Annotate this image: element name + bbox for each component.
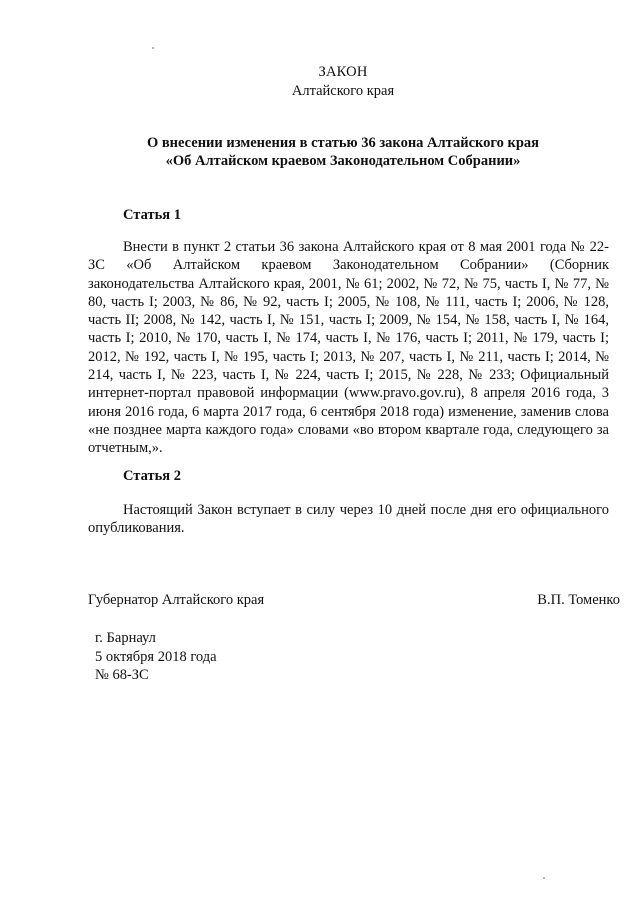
law-title-line-2: «Об Алтайском краевом Законодательном Собрании» xyxy=(165,153,521,169)
document-type: ЗАКОН xyxy=(318,64,368,80)
signing-place: г. Барнаул xyxy=(95,630,156,646)
signatory-position: Губернатор Алтайского края xyxy=(88,592,265,608)
signing-info xyxy=(95,629,217,685)
law-title-line-1: О внесении изменения в статью 36 закона Алтайского края xyxy=(146,135,540,151)
scan-speck xyxy=(543,877,545,879)
article-1-heading: Статья 1 xyxy=(123,207,181,223)
signatory-name: В.П. Томенко xyxy=(537,592,620,608)
law-number: № 68-ЗС xyxy=(95,667,149,683)
article-2-text: Настоящий Закон вступает в силу через 10 дней после дня его официального опубликования. xyxy=(88,502,609,537)
article-2-heading: Статья 2 xyxy=(123,468,181,484)
document-region: Алтайского края xyxy=(291,83,395,99)
scan-speck xyxy=(152,47,154,49)
signing-date: 5 октября 2018 года xyxy=(95,648,217,665)
article-1-text: Внести в пункт 2 статьи 36 закона Алтайского края от 8 мая 2001 года № 22-ЗС «Об Алтайском краевом Законодательном Собрании» (Сборник законодательства Алтайского края, 2001, № 61; 2002, № 72, № 75, часть I, № 77, № 80, часть I; 2003, № 86, № 92, часть I; 2005, № 108, № 111, часть I; 2006, № 128, часть II; 2008, № 142, часть I, № 151, часть I; 2009, № 154, № 158, часть I, № 164, часть I; 2010, № 170, часть I, № 174, часть I, № 176, часть I; 2011, № 179, часть I; 2012, № 192, часть I, № 195, часть I; 2013, № 207, часть I, № 211, часть I; 2014, № 214, часть I, № 223, часть I, № 224, часть I; 2015, № 228, № 233; Официальный интернет-портал правовой информации (www.pravo.gov.ru), 8 апреля 2016 года, 3 июня 2016 года, 6 марта 2017 года, 6 сентября 2018 года) изменение, заменив слова «не позднее марта каждого года» словами «во втором квартале года, следующего за отчетным,». xyxy=(88,239,609,457)
law-title xyxy=(0,134,640,170)
